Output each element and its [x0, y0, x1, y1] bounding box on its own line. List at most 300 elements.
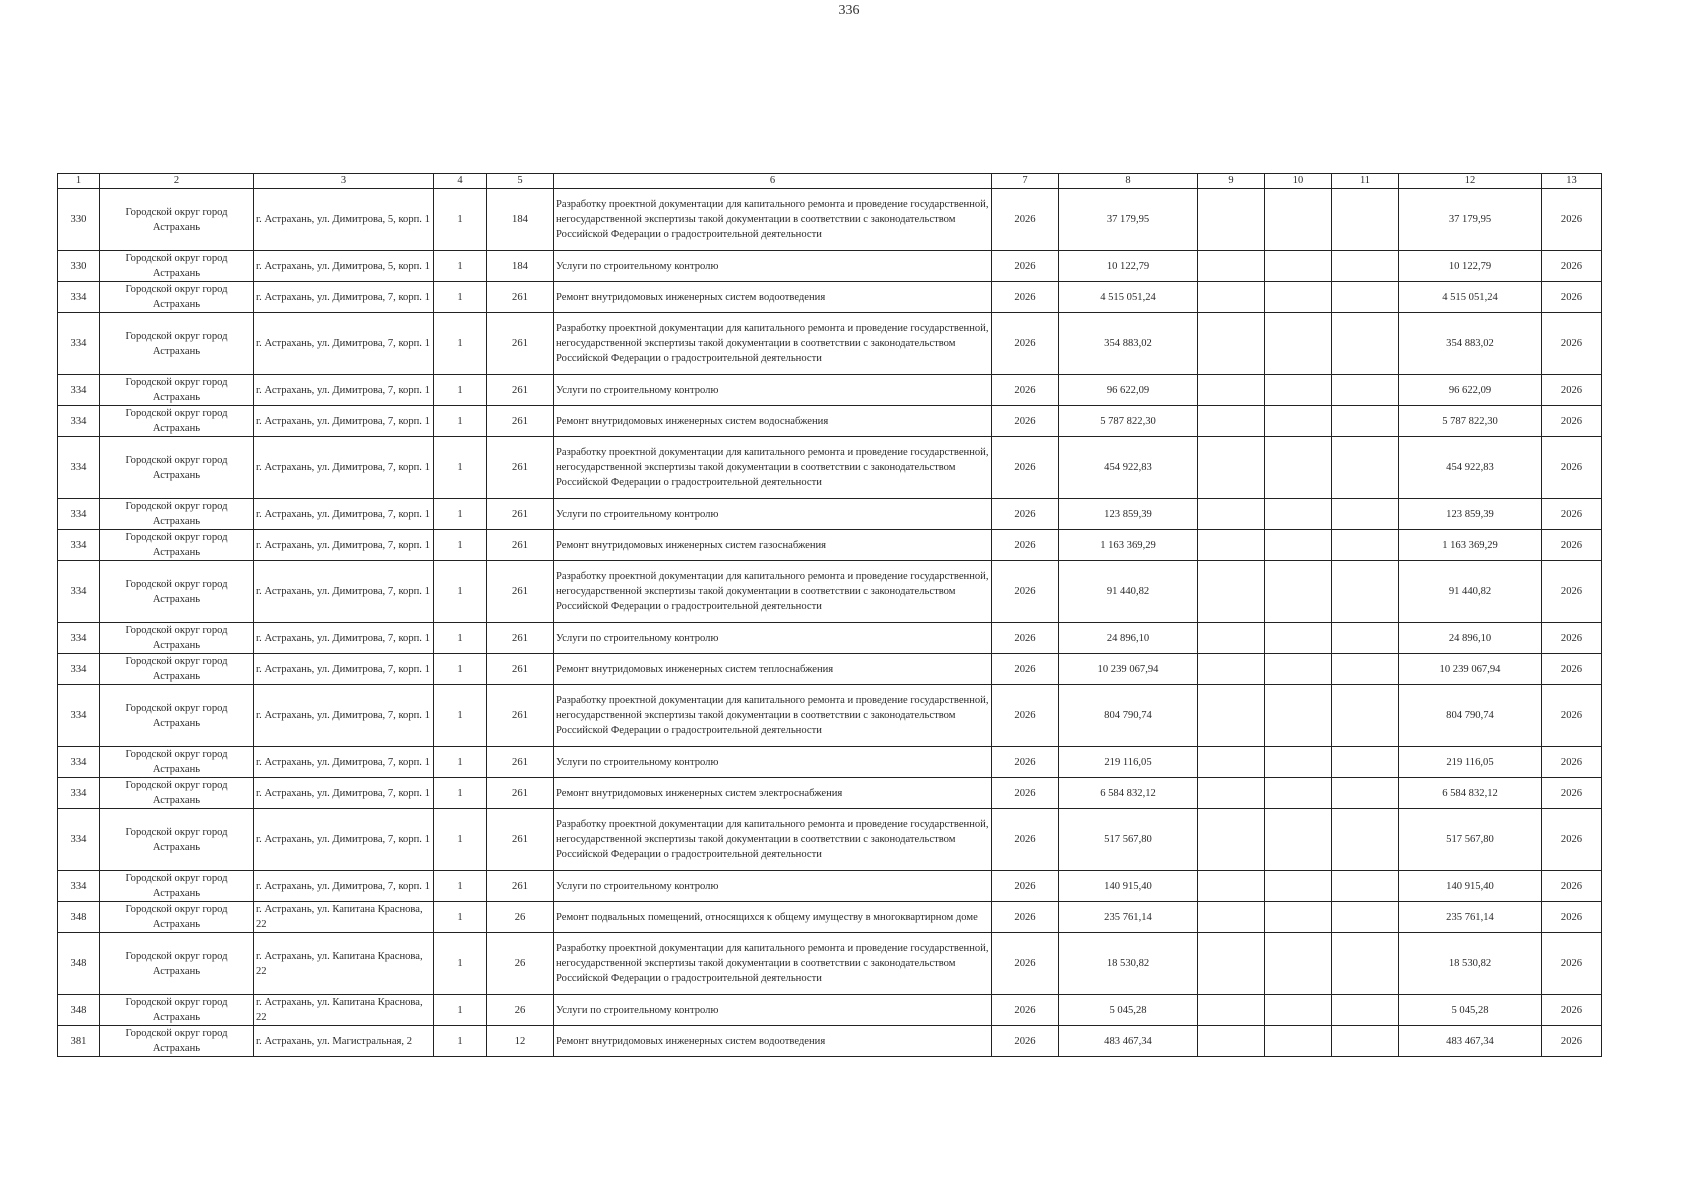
- col-9-value-cell: [1198, 1026, 1265, 1057]
- col-5-value-cell: 184: [487, 189, 554, 251]
- row-number-cell: 348: [58, 902, 100, 933]
- col-9-value-cell: [1198, 995, 1265, 1026]
- municipality-cell: Городской округ город Астрахань: [100, 375, 254, 406]
- year-cell: 2026: [992, 561, 1059, 623]
- col-11-value-cell: [1332, 406, 1399, 437]
- completion-year-cell: 2026: [1542, 375, 1602, 406]
- year-cell: 2026: [992, 995, 1059, 1026]
- column-number-4: 4: [434, 174, 487, 189]
- col-4-value-cell: 1: [434, 778, 487, 809]
- col-5-value-cell: 261: [487, 375, 554, 406]
- cost-amount-cell: 354 883,02: [1399, 313, 1542, 375]
- cost-amount-cell: 10 239 067,94: [1399, 654, 1542, 685]
- table-row: [58, 902, 1602, 933]
- total-cost-cell: 354 883,02: [1059, 313, 1198, 375]
- municipality-cell: Городской округ город Астрахань: [100, 747, 254, 778]
- year-cell: 2026: [992, 685, 1059, 747]
- total-cost-cell: 10 122,79: [1059, 251, 1198, 282]
- col-11-value-cell: [1332, 530, 1399, 561]
- table-row: [58, 809, 1602, 871]
- address-cell: г. Астрахань, ул. Димитрова, 7, корп. 1: [254, 406, 434, 437]
- table-row: [58, 871, 1602, 902]
- address-cell: г. Астрахань, ул. Димитрова, 7, корп. 1: [254, 499, 434, 530]
- col-11-value-cell: [1332, 685, 1399, 747]
- col-9-value-cell: [1198, 623, 1265, 654]
- col-5-value-cell: 261: [487, 437, 554, 499]
- total-cost-cell: 123 859,39: [1059, 499, 1198, 530]
- municipality-cell: Городской округ город Астрахань: [100, 685, 254, 747]
- cost-amount-cell: 235 761,14: [1399, 902, 1542, 933]
- col-4-value-cell: 1: [434, 313, 487, 375]
- col-9-value-cell: [1198, 933, 1265, 995]
- col-5-value-cell: 261: [487, 313, 554, 375]
- work-type-cell: Ремонт внутридомовых инженерных систем водоотведения: [554, 282, 992, 313]
- column-number-3: 3: [254, 174, 434, 189]
- completion-year-cell: 2026: [1542, 685, 1602, 747]
- cost-amount-cell: 18 530,82: [1399, 933, 1542, 995]
- page-number: 336: [838, 3, 860, 18]
- col-5-value-cell: 261: [487, 654, 554, 685]
- table-row: [58, 499, 1602, 530]
- cost-amount-cell: 91 440,82: [1399, 561, 1542, 623]
- row-number-cell: 334: [58, 437, 100, 499]
- col-11-value-cell: [1332, 902, 1399, 933]
- work-type-cell: Разработку проектной документации для капитального ремонта и проведение государственной, негосударственной экспертизы такой документации в соответствии с законодательством Российской Федерации о градостроительной деятельности: [554, 685, 992, 747]
- municipality-cell: Городской округ город Астрахань: [100, 995, 254, 1026]
- col-10-value-cell: [1265, 871, 1332, 902]
- total-cost-cell: 6 584 832,12: [1059, 778, 1198, 809]
- col-4-value-cell: 1: [434, 375, 487, 406]
- table-row: [58, 561, 1602, 623]
- total-cost-cell: 235 761,14: [1059, 902, 1198, 933]
- table-row: [58, 778, 1602, 809]
- completion-year-cell: 2026: [1542, 871, 1602, 902]
- address-cell: г. Астрахань, ул. Димитрова, 7, корп. 1: [254, 871, 434, 902]
- address-cell: г. Астрахань, ул. Капитана Краснова, 22: [254, 933, 434, 995]
- table-row: [58, 933, 1602, 995]
- col-11-value-cell: [1332, 995, 1399, 1026]
- table-row: [58, 437, 1602, 499]
- work-type-cell: Разработку проектной документации для капитального ремонта и проведение государственной, негосударственной экспертизы такой документации в соответствии с законодательством Российской Федерации о градостроительной деятельности: [554, 437, 992, 499]
- col-11-value-cell: [1332, 561, 1399, 623]
- column-number-8: 8: [1059, 174, 1198, 189]
- col-5-value-cell: 261: [487, 406, 554, 437]
- col-10-value-cell: [1265, 1026, 1332, 1057]
- column-number-9: 9: [1198, 174, 1265, 189]
- col-5-value-cell: 12: [487, 1026, 554, 1057]
- col-4-value-cell: 1: [434, 499, 487, 530]
- total-cost-cell: 1 163 369,29: [1059, 530, 1198, 561]
- column-number-1: 1: [58, 174, 100, 189]
- cost-amount-cell: 1 163 369,29: [1399, 530, 1542, 561]
- year-cell: 2026: [992, 871, 1059, 902]
- col-11-value-cell: [1332, 1026, 1399, 1057]
- municipality-cell: Городской округ город Астрахань: [100, 499, 254, 530]
- table-row: [58, 282, 1602, 313]
- work-type-cell: Разработку проектной документации для капитального ремонта и проведение государственной, негосударственной экспертизы такой документации в соответствии с законодательством Российской Федерации о градостроительной деятельности: [554, 189, 992, 251]
- col-4-value-cell: 1: [434, 282, 487, 313]
- col-9-value-cell: [1198, 561, 1265, 623]
- row-number-cell: 334: [58, 809, 100, 871]
- row-number-cell: 330: [58, 189, 100, 251]
- year-cell: 2026: [992, 902, 1059, 933]
- cost-amount-cell: 5 787 822,30: [1399, 406, 1542, 437]
- address-cell: г. Астрахань, ул. Димитрова, 7, корп. 1: [254, 654, 434, 685]
- col-9-value-cell: [1198, 251, 1265, 282]
- col-4-value-cell: 1: [434, 809, 487, 871]
- table-row: [58, 375, 1602, 406]
- total-cost-cell: 96 622,09: [1059, 375, 1198, 406]
- address-cell: г. Астрахань, ул. Димитрова, 7, корп. 1: [254, 375, 434, 406]
- col-9-value-cell: [1198, 530, 1265, 561]
- cost-amount-cell: 483 467,34: [1399, 1026, 1542, 1057]
- col-11-value-cell: [1332, 375, 1399, 406]
- address-cell: г. Астрахань, ул. Димитрова, 5, корп. 1: [254, 251, 434, 282]
- year-cell: 2026: [992, 778, 1059, 809]
- municipality-cell: Городской округ город Астрахань: [100, 623, 254, 654]
- address-cell: г. Астрахань, ул. Капитана Краснова, 22: [254, 995, 434, 1026]
- col-11-value-cell: [1332, 623, 1399, 654]
- cost-amount-cell: 24 896,10: [1399, 623, 1542, 654]
- completion-year-cell: 2026: [1542, 189, 1602, 251]
- row-number-cell: 334: [58, 623, 100, 654]
- year-cell: 2026: [992, 282, 1059, 313]
- municipality-cell: Городской округ город Астрахань: [100, 902, 254, 933]
- row-number-cell: 334: [58, 778, 100, 809]
- address-cell: г. Астрахань, ул. Димитрова, 7, корп. 1: [254, 561, 434, 623]
- address-cell: г. Астрахань, ул. Магистральная, 2: [254, 1026, 434, 1057]
- total-cost-cell: 5 045,28: [1059, 995, 1198, 1026]
- col-10-value-cell: [1265, 933, 1332, 995]
- cost-amount-cell: 123 859,39: [1399, 499, 1542, 530]
- completion-year-cell: 2026: [1542, 251, 1602, 282]
- table-row: [58, 654, 1602, 685]
- work-type-cell: Услуги по строительному контролю: [554, 251, 992, 282]
- year-cell: 2026: [992, 623, 1059, 654]
- col-5-value-cell: 261: [487, 871, 554, 902]
- col-11-value-cell: [1332, 871, 1399, 902]
- col-9-value-cell: [1198, 375, 1265, 406]
- total-cost-cell: 10 239 067,94: [1059, 654, 1198, 685]
- work-type-cell: Разработку проектной документации для капитального ремонта и проведение государственной, негосударственной экспертизы такой документации в соответствии с законодательством Российской Федерации о градостроительной деятельности: [554, 561, 992, 623]
- col-9-value-cell: [1198, 685, 1265, 747]
- completion-year-cell: 2026: [1542, 747, 1602, 778]
- column-number-row: [58, 174, 1602, 189]
- work-type-cell: Ремонт внутридомовых инженерных систем теплоснабжения: [554, 654, 992, 685]
- col-5-value-cell: 261: [487, 809, 554, 871]
- capital-repair-table: [57, 173, 1602, 1057]
- municipality-cell: Городской округ город Астрахань: [100, 251, 254, 282]
- work-type-cell: Ремонт внутридомовых инженерных систем водоотведения: [554, 1026, 992, 1057]
- col-10-value-cell: [1265, 778, 1332, 809]
- cost-amount-cell: 804 790,74: [1399, 685, 1542, 747]
- table-body: [58, 189, 1602, 1057]
- year-cell: 2026: [992, 313, 1059, 375]
- total-cost-cell: 804 790,74: [1059, 685, 1198, 747]
- col-9-value-cell: [1198, 871, 1265, 902]
- row-number-cell: 334: [58, 654, 100, 685]
- address-cell: г. Астрахань, ул. Димитрова, 7, корп. 1: [254, 437, 434, 499]
- completion-year-cell: 2026: [1542, 499, 1602, 530]
- row-number-cell: 330: [58, 251, 100, 282]
- row-number-cell: 334: [58, 282, 100, 313]
- work-type-cell: Услуги по строительному контролю: [554, 871, 992, 902]
- col-9-value-cell: [1198, 747, 1265, 778]
- total-cost-cell: 219 116,05: [1059, 747, 1198, 778]
- col-10-value-cell: [1265, 747, 1332, 778]
- col-10-value-cell: [1265, 499, 1332, 530]
- work-type-cell: Услуги по строительному контролю: [554, 623, 992, 654]
- col-4-value-cell: 1: [434, 251, 487, 282]
- col-10-value-cell: [1265, 809, 1332, 871]
- municipality-cell: Городской округ город Астрахань: [100, 778, 254, 809]
- completion-year-cell: 2026: [1542, 654, 1602, 685]
- total-cost-cell: 37 179,95: [1059, 189, 1198, 251]
- row-number-cell: 334: [58, 685, 100, 747]
- column-number-6: 6: [554, 174, 992, 189]
- col-9-value-cell: [1198, 654, 1265, 685]
- row-number-cell: 348: [58, 995, 100, 1026]
- total-cost-cell: 24 896,10: [1059, 623, 1198, 654]
- col-5-value-cell: 261: [487, 778, 554, 809]
- row-number-cell: 334: [58, 747, 100, 778]
- year-cell: 2026: [992, 189, 1059, 251]
- row-number-cell: 334: [58, 375, 100, 406]
- table-row: [58, 1026, 1602, 1057]
- col-9-value-cell: [1198, 282, 1265, 313]
- table-row: [58, 251, 1602, 282]
- cost-amount-cell: 517 567,80: [1399, 809, 1542, 871]
- address-cell: г. Астрахань, ул. Димитрова, 7, корп. 1: [254, 809, 434, 871]
- col-10-value-cell: [1265, 654, 1332, 685]
- col-4-value-cell: 1: [434, 747, 487, 778]
- completion-year-cell: 2026: [1542, 933, 1602, 995]
- col-5-value-cell: 26: [487, 902, 554, 933]
- municipality-cell: Городской округ город Астрахань: [100, 313, 254, 375]
- col-9-value-cell: [1198, 778, 1265, 809]
- col-10-value-cell: [1265, 561, 1332, 623]
- table-row: [58, 530, 1602, 561]
- completion-year-cell: 2026: [1542, 282, 1602, 313]
- completion-year-cell: 2026: [1542, 1026, 1602, 1057]
- col-11-value-cell: [1332, 747, 1399, 778]
- address-cell: г. Астрахань, ул. Димитрова, 7, корп. 1: [254, 282, 434, 313]
- work-type-cell: Разработку проектной документации для капитального ремонта и проведение государственной, негосударственной экспертизы такой документации в соответствии с законодательством Российской Федерации о градостроительной деятельности: [554, 809, 992, 871]
- col-11-value-cell: [1332, 933, 1399, 995]
- col-10-value-cell: [1265, 251, 1332, 282]
- municipality-cell: Городской округ город Астрахань: [100, 1026, 254, 1057]
- municipality-cell: Городской округ город Астрахань: [100, 189, 254, 251]
- col-4-value-cell: 1: [434, 902, 487, 933]
- col-5-value-cell: 184: [487, 251, 554, 282]
- work-type-cell: Ремонт внутридомовых инженерных систем газоснабжения: [554, 530, 992, 561]
- row-number-cell: 348: [58, 933, 100, 995]
- row-number-cell: 334: [58, 561, 100, 623]
- work-type-cell: Разработку проектной документации для капитального ремонта и проведение государственной, негосударственной экспертизы такой документации в соответствии с законодательством Российской Федерации о градостроительной деятельности: [554, 313, 992, 375]
- municipality-cell: Городской округ город Астрахань: [100, 530, 254, 561]
- col-10-value-cell: [1265, 530, 1332, 561]
- col-4-value-cell: 1: [434, 871, 487, 902]
- col-5-value-cell: 261: [487, 499, 554, 530]
- municipality-cell: Городской округ город Астрахань: [100, 933, 254, 995]
- col-11-value-cell: [1332, 189, 1399, 251]
- year-cell: 2026: [992, 499, 1059, 530]
- total-cost-cell: 18 530,82: [1059, 933, 1198, 995]
- address-cell: г. Астрахань, ул. Димитрова, 7, корп. 1: [254, 685, 434, 747]
- col-10-value-cell: [1265, 623, 1332, 654]
- total-cost-cell: 517 567,80: [1059, 809, 1198, 871]
- year-cell: 2026: [992, 1026, 1059, 1057]
- year-cell: 2026: [992, 251, 1059, 282]
- col-10-value-cell: [1265, 406, 1332, 437]
- table-row: [58, 623, 1602, 654]
- year-cell: 2026: [992, 406, 1059, 437]
- cost-amount-cell: 454 922,83: [1399, 437, 1542, 499]
- municipality-cell: Городской округ город Астрахань: [100, 654, 254, 685]
- col-4-value-cell: 1: [434, 995, 487, 1026]
- total-cost-cell: 140 915,40: [1059, 871, 1198, 902]
- table-row: [58, 406, 1602, 437]
- col-11-value-cell: [1332, 499, 1399, 530]
- table-row: [58, 747, 1602, 778]
- column-number-13: 13: [1542, 174, 1602, 189]
- total-cost-cell: 5 787 822,30: [1059, 406, 1198, 437]
- completion-year-cell: 2026: [1542, 778, 1602, 809]
- municipality-cell: Городской округ город Астрахань: [100, 871, 254, 902]
- work-type-cell: Ремонт внутридомовых инженерных систем водоснабжения: [554, 406, 992, 437]
- cost-amount-cell: 96 622,09: [1399, 375, 1542, 406]
- year-cell: 2026: [992, 747, 1059, 778]
- year-cell: 2026: [992, 933, 1059, 995]
- row-number-cell: 334: [58, 313, 100, 375]
- cost-amount-cell: 140 915,40: [1399, 871, 1542, 902]
- work-type-cell: Услуги по строительному контролю: [554, 995, 992, 1026]
- table-row: [58, 685, 1602, 747]
- col-4-value-cell: 1: [434, 561, 487, 623]
- table-row: [58, 995, 1602, 1026]
- year-cell: 2026: [992, 654, 1059, 685]
- work-type-cell: Ремонт подвальных помещений, относящихся к общему имуществу в многоквартирном доме: [554, 902, 992, 933]
- row-number-cell: 381: [58, 1026, 100, 1057]
- col-5-value-cell: 261: [487, 282, 554, 313]
- work-type-cell: Разработку проектной документации для капитального ремонта и проведение государственной, негосударственной экспертизы такой документации в соответствии с законодательством Российской Федерации о градостроительной деятельности: [554, 933, 992, 995]
- col-5-value-cell: 26: [487, 995, 554, 1026]
- column-number-2: 2: [100, 174, 254, 189]
- col-4-value-cell: 1: [434, 437, 487, 499]
- column-number-12: 12: [1399, 174, 1542, 189]
- address-cell: г. Астрахань, ул. Димитрова, 7, корп. 1: [254, 623, 434, 654]
- col-10-value-cell: [1265, 902, 1332, 933]
- total-cost-cell: 483 467,34: [1059, 1026, 1198, 1057]
- completion-year-cell: 2026: [1542, 406, 1602, 437]
- cost-amount-cell: 6 584 832,12: [1399, 778, 1542, 809]
- col-10-value-cell: [1265, 685, 1332, 747]
- col-4-value-cell: 1: [434, 530, 487, 561]
- table-row: [58, 189, 1602, 251]
- col-9-value-cell: [1198, 313, 1265, 375]
- col-5-value-cell: 261: [487, 685, 554, 747]
- table-row: [58, 313, 1602, 375]
- col-4-value-cell: 1: [434, 406, 487, 437]
- municipality-cell: Городской округ город Астрахань: [100, 406, 254, 437]
- work-type-cell: Услуги по строительному контролю: [554, 499, 992, 530]
- col-4-value-cell: 1: [434, 654, 487, 685]
- col-9-value-cell: [1198, 437, 1265, 499]
- cost-amount-cell: 10 122,79: [1399, 251, 1542, 282]
- work-type-cell: Ремонт внутридомовых инженерных систем электроснабжения: [554, 778, 992, 809]
- col-10-value-cell: [1265, 282, 1332, 313]
- cost-amount-cell: 37 179,95: [1399, 189, 1542, 251]
- row-number-cell: 334: [58, 499, 100, 530]
- col-11-value-cell: [1332, 313, 1399, 375]
- completion-year-cell: 2026: [1542, 313, 1602, 375]
- col-4-value-cell: 1: [434, 189, 487, 251]
- municipality-cell: Городской округ город Астрахань: [100, 809, 254, 871]
- col-11-value-cell: [1332, 251, 1399, 282]
- col-5-value-cell: 261: [487, 561, 554, 623]
- col-11-value-cell: [1332, 809, 1399, 871]
- col-4-value-cell: 1: [434, 685, 487, 747]
- municipality-cell: Городской округ город Астрахань: [100, 561, 254, 623]
- col-11-value-cell: [1332, 654, 1399, 685]
- col-4-value-cell: 1: [434, 933, 487, 995]
- year-cell: 2026: [992, 375, 1059, 406]
- column-number-5: 5: [487, 174, 554, 189]
- completion-year-cell: 2026: [1542, 530, 1602, 561]
- col-5-value-cell: 261: [487, 530, 554, 561]
- work-type-cell: Услуги по строительному контролю: [554, 747, 992, 778]
- total-cost-cell: 4 515 051,24: [1059, 282, 1198, 313]
- year-cell: 2026: [992, 809, 1059, 871]
- row-number-cell: 334: [58, 530, 100, 561]
- column-number-7: 7: [992, 174, 1059, 189]
- col-5-value-cell: 26: [487, 933, 554, 995]
- completion-year-cell: 2026: [1542, 995, 1602, 1026]
- completion-year-cell: 2026: [1542, 437, 1602, 499]
- col-10-value-cell: [1265, 189, 1332, 251]
- year-cell: 2026: [992, 437, 1059, 499]
- col-11-value-cell: [1332, 437, 1399, 499]
- municipality-cell: Городской округ город Астрахань: [100, 282, 254, 313]
- address-cell: г. Астрахань, ул. Димитрова, 7, корп. 1: [254, 530, 434, 561]
- col-9-value-cell: [1198, 902, 1265, 933]
- col-4-value-cell: 1: [434, 623, 487, 654]
- total-cost-cell: 91 440,82: [1059, 561, 1198, 623]
- col-11-value-cell: [1332, 282, 1399, 313]
- col-5-value-cell: 261: [487, 747, 554, 778]
- col-9-value-cell: [1198, 406, 1265, 437]
- address-cell: г. Астрахань, ул. Димитрова, 7, корп. 1: [254, 778, 434, 809]
- work-type-cell: Услуги по строительному контролю: [554, 375, 992, 406]
- column-number-11: 11: [1332, 174, 1399, 189]
- column-number-10: 10: [1265, 174, 1332, 189]
- col-5-value-cell: 261: [487, 623, 554, 654]
- completion-year-cell: 2026: [1542, 902, 1602, 933]
- col-4-value-cell: 1: [434, 1026, 487, 1057]
- col-9-value-cell: [1198, 499, 1265, 530]
- total-cost-cell: 454 922,83: [1059, 437, 1198, 499]
- completion-year-cell: 2026: [1542, 809, 1602, 871]
- row-number-cell: 334: [58, 871, 100, 902]
- cost-amount-cell: 4 515 051,24: [1399, 282, 1542, 313]
- cost-amount-cell: 5 045,28: [1399, 995, 1542, 1026]
- municipality-cell: Городской округ город Астрахань: [100, 437, 254, 499]
- address-cell: г. Астрахань, ул. Димитрова, 5, корп. 1: [254, 189, 434, 251]
- year-cell: 2026: [992, 530, 1059, 561]
- completion-year-cell: 2026: [1542, 561, 1602, 623]
- col-10-value-cell: [1265, 995, 1332, 1026]
- address-cell: г. Астрахань, ул. Капитана Краснова, 22: [254, 902, 434, 933]
